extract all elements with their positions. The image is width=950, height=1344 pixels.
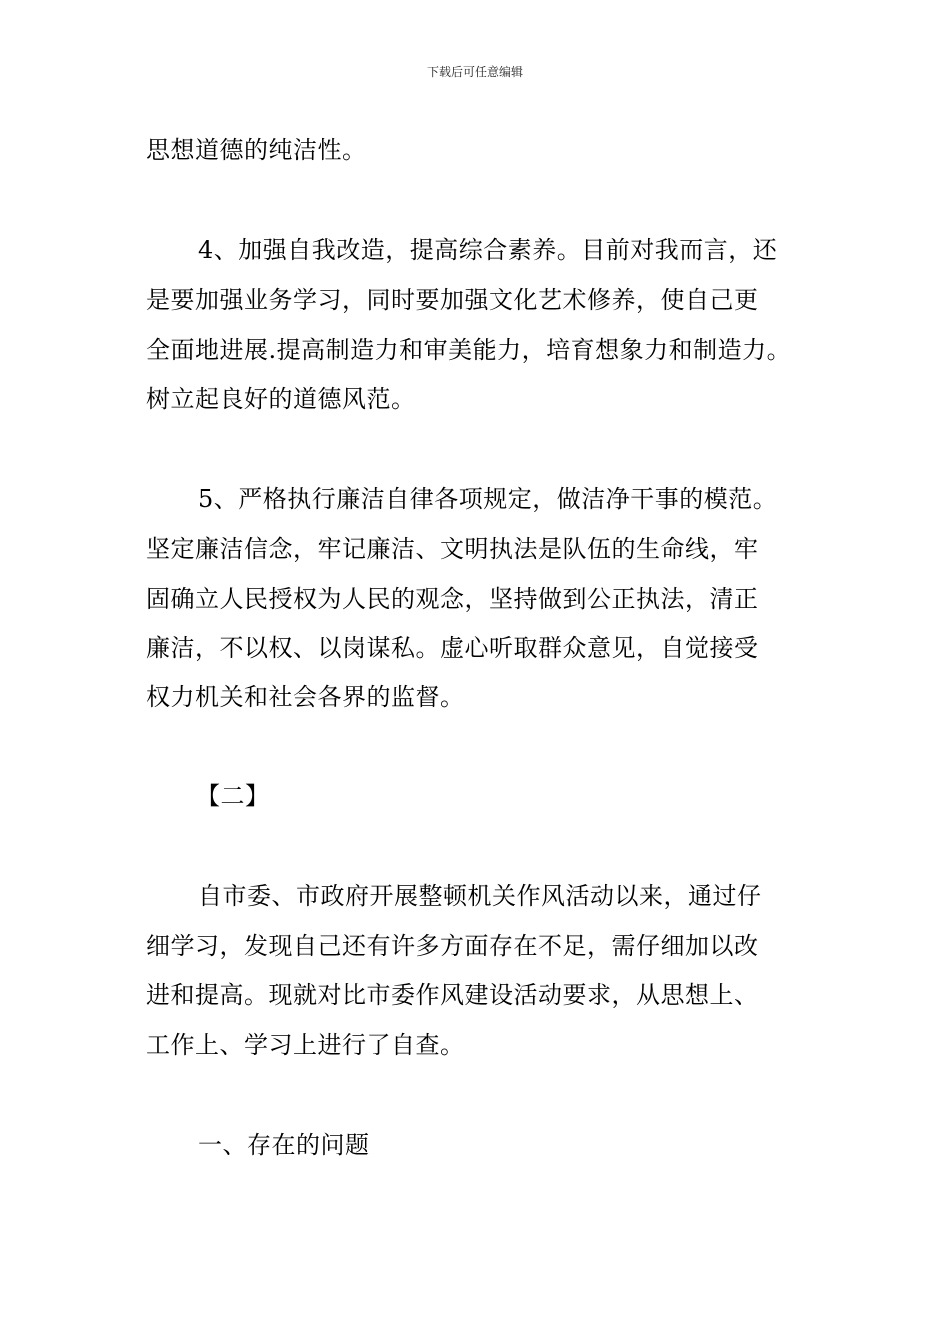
paragraph-line: 树立起良好的道德风范。 (146, 385, 416, 413)
page-header-note: 下载后可任意编辑 (426, 65, 523, 79)
subsection-heading: 一、存在的问题 (198, 1131, 370, 1159)
paragraph-line: 廉洁，不以权、以岗谋私。虚心听取群众意见，自觉接受 (146, 634, 759, 662)
paragraph-line: 权力机关和社会各界的监督。 (146, 683, 465, 711)
paragraph-line: 全面地进展.提高制造力和审美能力，培育想象力和制造力。 (146, 336, 792, 364)
paragraph-line: 思想道德的纯洁性。 (146, 136, 367, 164)
paragraph-line: 坚定廉洁信念，牢记廉洁、文明执法是队伍的生命线，牢 (146, 535, 759, 563)
paragraph-line: 是要加强业务学习，同时要加强文化艺术修养，使自己更 (146, 286, 759, 314)
paragraph-line: 4、加强自我改造，提高综合素养。目前对我而言，还 (198, 236, 778, 264)
paragraph-line: 固确立人民授权为人民的观念，坚持做到公正执法，清正 (146, 585, 759, 613)
paragraph-line: 自市委、市政府开展整顿机关作风活动以来，通过仔 (198, 882, 762, 910)
paragraph-line: 工作上、学习上进行了自查。 (146, 1031, 465, 1059)
paragraph-line: 进和提高。现就对比市委作风建设活动要求，从思想上、 (146, 981, 759, 1009)
section-heading: 【二】 (196, 782, 270, 810)
paragraph-line: 细学习，发现自己还有许多方面存在不足，需仔细加以改 (146, 932, 759, 960)
paragraph-line: 5、严格执行廉洁自律各项规定，做洁净干事的模范。 (198, 485, 778, 513)
